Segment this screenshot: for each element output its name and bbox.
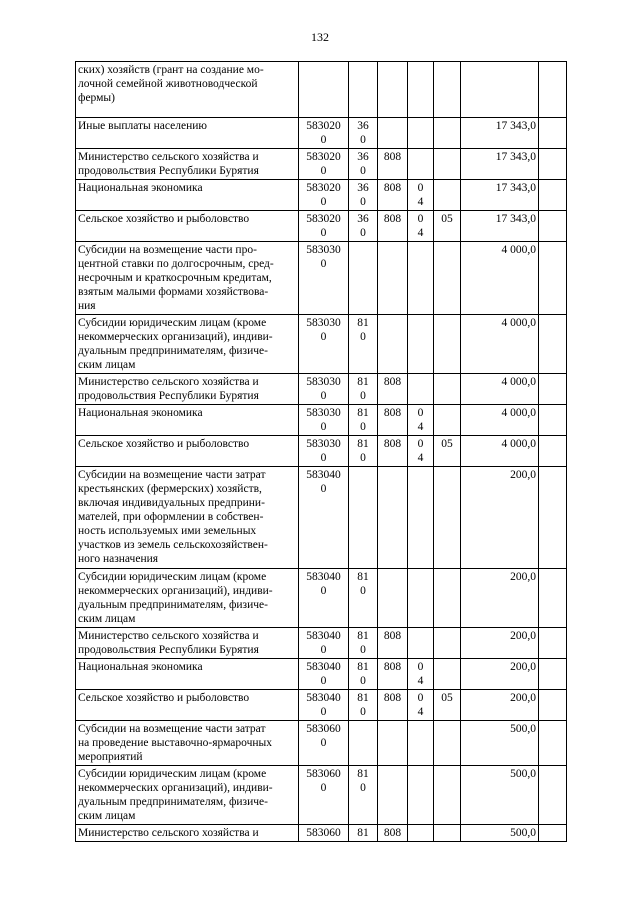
- cell-target-code: [299, 405, 349, 436]
- cell-empty: [539, 690, 567, 721]
- cell-expense-type-text: 81 0: [357, 661, 369, 687]
- table-row: [76, 242, 567, 315]
- cell-target-code-text: 583040 0: [306, 630, 341, 656]
- cell-section: [408, 62, 434, 118]
- cell-name: [76, 721, 299, 766]
- cell-name: [76, 659, 299, 690]
- cell-ministry-code-text: 808: [383, 630, 402, 642]
- cell-amount: [461, 62, 539, 118]
- cell-section: [408, 211, 434, 242]
- cell-empty: [539, 211, 567, 242]
- cell-amount: [461, 825, 539, 842]
- cell-expense-type-text: 81 0: [357, 407, 369, 433]
- cell-target-code: [299, 825, 349, 842]
- cell-ministry-code-text: 808: [383, 827, 402, 839]
- cell-expense-type-text: 81 0: [357, 376, 369, 402]
- table-row: [76, 180, 567, 211]
- cell-target-code: [299, 315, 349, 374]
- cell-empty: [539, 374, 567, 405]
- cell-ministry-code: [378, 118, 408, 149]
- cell-subsection-text: 05: [441, 213, 453, 225]
- cell-target-code-text: 583030 0: [306, 376, 341, 402]
- cell-amount: [461, 315, 539, 374]
- cell-name-text: Субсидии на возмещение части затрат крестьянских (фермерских) хозяйств, включая индивидуальных предприни- мателей, при оформлении в собствен- ность используемых ими земельных участков из земель сельскохозяйствен- ного назначения: [78, 469, 268, 565]
- cell-empty: [539, 242, 567, 315]
- cell-amount-text: 4 000,0: [501, 407, 536, 419]
- cell-section: [408, 180, 434, 211]
- cell-name-text: Субсидии юридическим лицам (кроме некоммерческих организаций), индиви- дуальным предпринимателям, физиче- ским лицам: [78, 768, 273, 822]
- cell-name-text: Сельское хозяйство и рыболовство: [78, 213, 250, 225]
- cell-section: [408, 436, 434, 467]
- cell-name: [76, 405, 299, 436]
- cell-empty: [539, 315, 567, 374]
- cell-name: [76, 242, 299, 315]
- cell-name: [76, 569, 299, 628]
- table-row: [76, 766, 567, 825]
- page-number: 132: [311, 30, 329, 44]
- table-row: [76, 467, 567, 569]
- cell-name-text: Национальная экономика: [78, 661, 203, 673]
- cell-target-code-text: 583020 0: [306, 151, 341, 177]
- cell-name-text: Субсидии юридическим лицам (кроме некоммерческих организаций), индиви- дуальным предпринимателям, физиче- ским лицам: [78, 317, 273, 371]
- cell-name: [76, 825, 299, 842]
- cell-expense-type-text: 81 0: [357, 438, 369, 464]
- cell-subsection: [434, 659, 461, 690]
- cell-name-text: Сельское хозяйство и рыболовство: [78, 438, 250, 450]
- cell-name: [76, 62, 299, 118]
- cell-target-code: [299, 149, 349, 180]
- table-row: [76, 315, 567, 374]
- cell-target-code-text: 583030 0: [306, 407, 341, 433]
- cell-target-code-text: 583040 0: [306, 692, 341, 718]
- cell-target-code: [299, 62, 349, 118]
- cell-expense-type-text: 81 0: [357, 630, 369, 656]
- cell-expense-type: [349, 242, 378, 315]
- cell-name: [76, 118, 299, 149]
- cell-name-text: Министерство сельского хозяйства и продовольствия Республики Бурятия: [78, 376, 259, 402]
- cell-target-code-text: 583040 0: [306, 469, 341, 495]
- cell-ministry-code: [378, 721, 408, 766]
- cell-section: [408, 149, 434, 180]
- cell-ministry-code: [378, 569, 408, 628]
- cell-subsection: [434, 211, 461, 242]
- cell-ministry-code: [378, 315, 408, 374]
- cell-amount: [461, 721, 539, 766]
- cell-name: [76, 436, 299, 467]
- cell-amount: [461, 374, 539, 405]
- cell-target-code: [299, 467, 349, 569]
- cell-amount-text: 200,0: [510, 692, 536, 704]
- cell-name-text: Иные выплаты населению: [78, 120, 207, 132]
- cell-amount-text: 17 343,0: [495, 151, 536, 163]
- cell-ministry-code: [378, 149, 408, 180]
- cell-ministry-code: [378, 180, 408, 211]
- cell-expense-type: [349, 467, 378, 569]
- table-row: [76, 436, 567, 467]
- cell-amount: [461, 242, 539, 315]
- cell-target-code: [299, 180, 349, 211]
- cell-amount-text: 500,0: [510, 723, 536, 735]
- cell-expense-type: [349, 766, 378, 825]
- cell-amount-text: 17 343,0: [495, 120, 536, 132]
- cell-name: [76, 467, 299, 569]
- cell-amount: [461, 569, 539, 628]
- cell-name-text: Министерство сельского хозяйства и: [78, 827, 259, 839]
- cell-empty: [539, 62, 567, 118]
- cell-expense-type: [349, 180, 378, 211]
- cell-amount-text: 200,0: [510, 571, 536, 583]
- cell-subsection: [434, 628, 461, 659]
- cell-subsection: [434, 766, 461, 825]
- cell-expense-type: [349, 118, 378, 149]
- cell-expense-type: [349, 825, 378, 842]
- cell-empty: [539, 628, 567, 659]
- cell-name-text: Министерство сельского хозяйства и продовольствия Республики Бурятия: [78, 630, 259, 656]
- cell-section: [408, 242, 434, 315]
- cell-target-code-text: 583020 0: [306, 182, 341, 208]
- cell-expense-type-text: 36 0: [357, 120, 369, 146]
- budget-table: [75, 61, 567, 842]
- cell-name: [76, 149, 299, 180]
- cell-expense-type: [349, 690, 378, 721]
- cell-empty: [539, 405, 567, 436]
- cell-target-code-text: 583060 0: [306, 723, 341, 749]
- cell-target-code-text: 583030 0: [306, 244, 341, 270]
- cell-amount-text: 17 343,0: [495, 213, 536, 225]
- cell-subsection: [434, 118, 461, 149]
- cell-ministry-code: [378, 374, 408, 405]
- cell-expense-type: [349, 149, 378, 180]
- cell-expense-type-text: 81: [357, 827, 369, 839]
- cell-section: [408, 374, 434, 405]
- cell-target-code: [299, 242, 349, 315]
- cell-empty: [539, 149, 567, 180]
- cell-expense-type: [349, 62, 378, 118]
- cell-amount-text: 4 000,0: [501, 438, 536, 450]
- cell-target-code: [299, 436, 349, 467]
- cell-ministry-code: [378, 436, 408, 467]
- table-row: [76, 405, 567, 436]
- cell-expense-type-text: 36 0: [357, 182, 369, 208]
- cell-amount-text: 500,0: [510, 768, 536, 780]
- cell-expense-type: [349, 211, 378, 242]
- cell-subsection: [434, 242, 461, 315]
- cell-name-text: Национальная экономика: [78, 407, 203, 419]
- cell-subsection-text: 05: [441, 438, 453, 450]
- cell-ministry-code-text: 808: [383, 151, 402, 163]
- cell-name: [76, 315, 299, 374]
- cell-target-code: [299, 211, 349, 242]
- cell-section: [408, 721, 434, 766]
- cell-subsection: [434, 374, 461, 405]
- cell-section: [408, 628, 434, 659]
- cell-amount-text: 200,0: [510, 661, 536, 673]
- cell-subsection: [434, 180, 461, 211]
- cell-ministry-code-text: 808: [383, 407, 402, 419]
- cell-ministry-code: [378, 211, 408, 242]
- cell-ministry-code: [378, 825, 408, 842]
- cell-subsection: [434, 62, 461, 118]
- cell-ministry-code: [378, 766, 408, 825]
- cell-target-code-text: 583040 0: [306, 571, 341, 597]
- cell-target-code-text: 583020 0: [306, 213, 341, 239]
- cell-name-text: Субсидии на возмещение части затрат на проведение выставочно-ярмарочных мероприятий: [78, 723, 272, 763]
- cell-expense-type-text: 81 0: [357, 692, 369, 718]
- cell-target-code-text: 583060: [306, 827, 341, 839]
- cell-target-code: [299, 628, 349, 659]
- cell-target-code: [299, 766, 349, 825]
- cell-expense-type-text: 81 0: [357, 571, 369, 597]
- cell-ministry-code-text: 808: [383, 376, 402, 388]
- cell-ministry-code-text: 808: [383, 692, 402, 704]
- cell-name: [76, 180, 299, 211]
- cell-target-code-text: 583040 0: [306, 661, 341, 687]
- cell-section: [408, 467, 434, 569]
- cell-target-code: [299, 690, 349, 721]
- cell-section-text: 0 4: [417, 438, 424, 464]
- cell-name-text: Субсидии на возмещение части про- центной ставки по долгосрочным, сред- несрочным и краткосрочным кредитам, взятым малыми формами хозяйствова- ния: [78, 244, 274, 312]
- cell-expense-type-text: 36 0: [357, 151, 369, 177]
- cell-section: [408, 315, 434, 374]
- cell-name: [76, 211, 299, 242]
- cell-section: [408, 405, 434, 436]
- cell-amount-text: 17 343,0: [495, 182, 536, 194]
- cell-amount: [461, 436, 539, 467]
- cell-subsection: [434, 149, 461, 180]
- cell-subsection: [434, 436, 461, 467]
- cell-empty: [539, 436, 567, 467]
- cell-subsection: [434, 690, 461, 721]
- cell-target-code-text: 583030 0: [306, 317, 341, 343]
- cell-ministry-code: [378, 690, 408, 721]
- cell-section: [408, 766, 434, 825]
- cell-ministry-code-text: 808: [383, 213, 402, 225]
- cell-subsection: [434, 315, 461, 374]
- cell-ministry-code: [378, 405, 408, 436]
- cell-target-code: [299, 374, 349, 405]
- cell-section: [408, 659, 434, 690]
- cell-expense-type: [349, 315, 378, 374]
- table-row: [76, 374, 567, 405]
- cell-target-code: [299, 118, 349, 149]
- cell-section-text: 0 4: [417, 692, 424, 718]
- cell-subsection-text: 05: [441, 692, 453, 704]
- cell-expense-type: [349, 628, 378, 659]
- cell-empty: [539, 467, 567, 569]
- cell-ministry-code: [378, 659, 408, 690]
- cell-ministry-code-text: 808: [383, 661, 402, 673]
- cell-expense-type: [349, 569, 378, 628]
- cell-empty: [539, 659, 567, 690]
- cell-subsection: [434, 405, 461, 436]
- cell-expense-type-text: 81 0: [357, 768, 369, 794]
- table-row: [76, 690, 567, 721]
- cell-ministry-code: [378, 62, 408, 118]
- cell-ministry-code-text: 808: [383, 182, 402, 194]
- cell-name-text: ских) хозяйств (грант на создание мо- лочной семейной животноводческой фермы): [78, 64, 264, 104]
- cell-section: [408, 690, 434, 721]
- cell-expense-type-text: 36 0: [357, 213, 369, 239]
- cell-expense-type: [349, 374, 378, 405]
- cell-target-code-text: 583030 0: [306, 438, 341, 464]
- cell-empty: [539, 180, 567, 211]
- cell-amount-text: 200,0: [510, 469, 536, 481]
- cell-amount-text: 4 000,0: [501, 244, 536, 256]
- cell-name-text: Национальная экономика: [78, 182, 203, 194]
- cell-name-text: Сельское хозяйство и рыболовство: [78, 692, 250, 704]
- table-row: [76, 211, 567, 242]
- cell-empty: [539, 118, 567, 149]
- cell-amount-text: 500,0: [510, 827, 536, 839]
- cell-ministry-code-text: 808: [383, 438, 402, 450]
- cell-expense-type: [349, 436, 378, 467]
- cell-empty: [539, 569, 567, 628]
- cell-subsection: [434, 825, 461, 842]
- cell-expense-type: [349, 405, 378, 436]
- cell-ministry-code: [378, 628, 408, 659]
- cell-target-code: [299, 659, 349, 690]
- cell-expense-type: [349, 721, 378, 766]
- cell-empty: [539, 766, 567, 825]
- cell-amount: [461, 149, 539, 180]
- cell-target-code: [299, 721, 349, 766]
- cell-subsection: [434, 569, 461, 628]
- cell-section-text: 0 4: [417, 661, 424, 687]
- cell-amount: [461, 211, 539, 242]
- table-row: [76, 62, 567, 118]
- cell-name-text: Министерство сельского хозяйства и продовольствия Республики Бурятия: [78, 151, 259, 177]
- cell-amount-text: 200,0: [510, 630, 536, 642]
- cell-subsection: [434, 721, 461, 766]
- cell-section: [408, 825, 434, 842]
- table-row: [76, 825, 567, 842]
- cell-expense-type-text: 81 0: [357, 317, 369, 343]
- cell-empty: [539, 825, 567, 842]
- table-row: [76, 569, 567, 628]
- cell-name: [76, 690, 299, 721]
- table-row: [76, 628, 567, 659]
- cell-target-code-text: 583020 0: [306, 120, 341, 146]
- cell-target-code-text: 583060 0: [306, 768, 341, 794]
- cell-section: [408, 569, 434, 628]
- cell-amount: [461, 690, 539, 721]
- cell-amount: [461, 118, 539, 149]
- cell-amount-text: 4 000,0: [501, 376, 536, 388]
- cell-name: [76, 766, 299, 825]
- cell-amount: [461, 659, 539, 690]
- cell-section: [408, 118, 434, 149]
- table-row: [76, 118, 567, 149]
- cell-target-code: [299, 569, 349, 628]
- cell-name-text: Субсидии юридическим лицам (кроме некоммерческих организаций), индиви- дуальным предпринимателям, физиче- ским лицам: [78, 571, 273, 625]
- cell-section-text: 0 4: [417, 213, 424, 239]
- cell-name: [76, 374, 299, 405]
- cell-amount: [461, 180, 539, 211]
- cell-ministry-code: [378, 242, 408, 315]
- cell-expense-type: [349, 659, 378, 690]
- cell-name: [76, 628, 299, 659]
- cell-empty: [539, 721, 567, 766]
- cell-ministry-code: [378, 467, 408, 569]
- cell-amount: [461, 467, 539, 569]
- cell-section-text: 0 4: [417, 182, 424, 208]
- cell-amount: [461, 405, 539, 436]
- table-row: [76, 721, 567, 766]
- table-row: [76, 659, 567, 690]
- cell-amount: [461, 766, 539, 825]
- cell-section-text: 0 4: [417, 407, 424, 433]
- cell-amount-text: 4 000,0: [501, 317, 536, 329]
- cell-amount: [461, 628, 539, 659]
- table-row: [76, 149, 567, 180]
- cell-subsection: [434, 467, 461, 569]
